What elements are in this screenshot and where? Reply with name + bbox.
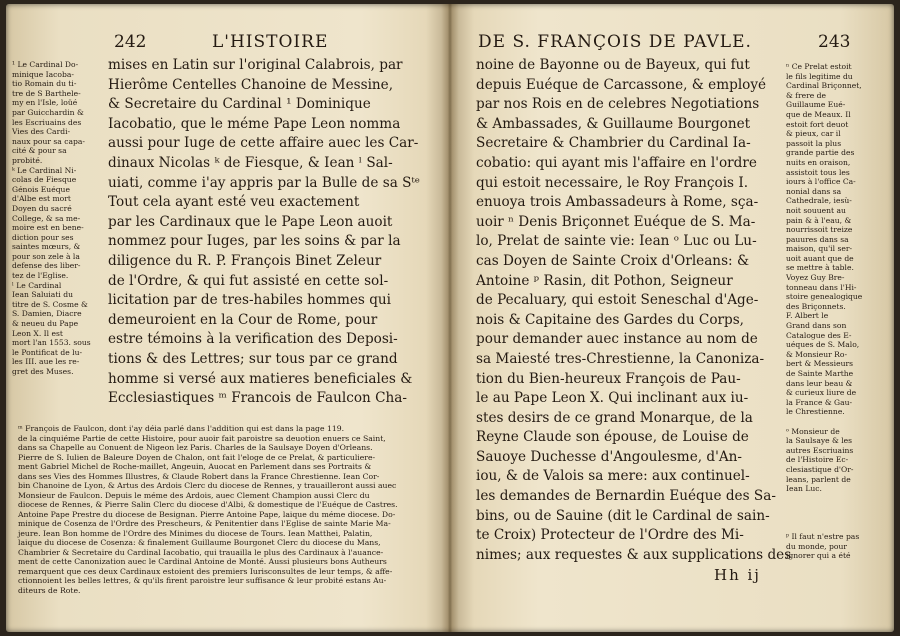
margin-note-line: iours à l'office Ca- [786,177,856,187]
margin-note-line: le fils legitime du [786,71,853,81]
margin-note-line: pauures dans sa [786,234,849,244]
margin-note-line: se mettre à table. [786,263,854,273]
margin-note-line: le Chrestienne. [786,407,845,417]
margin-note-line: des Briçonnets. [786,301,846,311]
footnote-line: Chambrier & Secretaire du Cardinal Iacobatio, qui trauailla le plus des Cardinaux à l'auance- [18,547,384,557]
margin-note-line: Leon X. Il est [12,328,63,338]
margin-note-line: du monde, pour [786,541,847,551]
left-page-number: 242 [114,32,147,52]
footnote-line: diocese de Rennes, & Pierre Salin Clerc du diocese d'Albi, & domestique de l'Euéque de Castres. [18,500,398,509]
margin-note-line: que de Meaux. Il [786,109,851,119]
margin-note-line: Doyen du sacré [12,203,72,213]
text-line: par nos Rois en de celebres Negotiations [476,96,760,113]
margin-note-line: Cardinal Briçonnet, [786,81,862,91]
margin-note-line: nuits en oraison, [786,157,851,167]
margin-note-line: minique Iacoba- [12,69,74,79]
margin-note-line: tez de l'Eglise. [12,271,69,281]
right-main-text [476,56,792,565]
margin-note-line: & frere de [786,90,827,100]
margin-note-line: les III. aue les re- [12,357,80,367]
footnote-line: dans ses Vies des Hommes Illustres, & Claude Robert dans la France Chrestienne. Iean Cor- [18,471,380,481]
footnote-line: ctionnoient les belles lettres, & qu'ils firent paroistre leur suffisance & leur probité estans Au- [18,576,387,585]
right-margin-notes [786,62,888,561]
text-line: enuoya trois Ambassadeurs à Rome, sça- [476,194,759,211]
margin-note-line: la France & Gau- [786,397,853,407]
margin-note-line [786,523,888,533]
margin-note-line: & pieux, car il [786,129,841,139]
margin-note-line: tre de S Barthele- [12,88,81,98]
margin-note-line: gret des Muses. [12,367,74,376]
margin-note-line: ˡ Le Cardinal [12,280,62,290]
left-page [6,4,450,632]
left-main-text [108,56,422,409]
margin-note-line: ᵒ Monsieur de [786,426,840,436]
right-page [450,4,894,632]
footnote-line: de la cinquiéme Partie de cette Histoire, pour auoir fait paroistre sa deuotion enuers ce Saint, [18,433,386,443]
footnote-line: bin Chanoine de Lyon, & Artus des Ardois Clerc du diocese de Rennes, y trauailleront aussi auec [18,481,397,490]
margin-note-line: bert & Messieurs [786,359,854,369]
margin-note-line: les Escriuains des [12,117,82,127]
margin-note-line: Iean Saluiati du [12,290,73,300]
text-line: noine de Bayonne ou de Bayeux, qui fut [476,57,750,73]
margin-note-line: & Monsieur Ro- [786,349,848,359]
margin-note-line: Iean Luc. [786,484,822,494]
text-line: de l'Ordre, & qui fut assisté en cette sol- [108,272,389,289]
margin-note-line: & curieux liure de [786,388,857,398]
margin-note-line: ᵖ Il faut n'estre pas [786,532,860,542]
margin-note-line: Voyez Guy Bre- [786,273,845,283]
footnote-line: minique de Cosenza de l'Ordre des Prescheurs, & Penitentier dans l'Eglise de sainte Marie Ma- [18,519,391,528]
margin-note-line: saintes mœurs, & [12,242,81,252]
text-line: nois & Capitaine des Gardes du Corps, [476,311,745,328]
text-line: estre témoins à la verification des Deposi- [108,331,398,348]
text-line: nommez pour Iuges, par les soins & par la [108,233,401,250]
text-line: stes desirs de ce grand Monarque, de la [476,409,753,426]
margin-note-line: le Pontificat de lu- [12,347,83,357]
footnote-line: remarquent que ces deux Cardinaux estoient des premiers Iurisconsultes de leur temps, & affe- [18,566,393,576]
margin-note-line: nonial dans sa [786,186,842,196]
text-line: nimes; aux requestes & aux supplications des [476,546,792,563]
text-line: diligence du R. P. François Binet Zeleur [108,252,382,269]
margin-note-line: defense des liber- [12,261,81,271]
margin-note-line: ᵏ Le Cardinal Ni- [12,165,77,175]
footnote-line: Monsieur de Faulcon. Depuis le méme des Ardois, auec Clement Champion aussi Clerc du [18,490,370,500]
text-line: Hierôme Centelles Chanoine de Messine, [108,76,394,93]
text-line: Reyne Claude son épouse, de Louise de [476,429,749,446]
margin-note-line: Cathedrale, iesù- [786,196,852,206]
right-running-head: DE S. FRANÇOIS DE PAVLE. [478,32,752,52]
text-line: lo, Prelat de sainte vie: Iean ᵒ Luc ou Lu- [476,233,757,250]
footnote-line: laique du diocese de Cosenza: & finalement Guillaume Bourgonet Clerc du diocese du Mans, [18,538,381,547]
margin-note-line: College, & sa me- [12,213,81,223]
margin-note-line: Guillaume Eué- [786,100,846,110]
text-line: depuis Euéque de Carcassone, & employé [476,76,767,93]
margin-note-line: nourrissoit treize [786,225,853,235]
text-line: iou, & de Valois sa mere: aux continuel- [476,468,750,485]
margin-note-line: ¹ Le Cardinal Do- [12,60,79,69]
text-line: & Secretaire du Cardinal ¹ Dominique [108,96,371,113]
footnote-line: Antoine Pape Prestre du diocese de Besignan. Pierre Antoine Pape, laique du méme diocese. Do- [18,509,396,519]
margin-note-line: uéques de S. Malo, [786,340,860,350]
footnote-line: dans sa Chapelle au Conuent de Nigeon lez Paris. Charles de la Saulsaye Doyen d'Orleans. [18,443,373,452]
text-line: sa Maiesté tres-Chrestienne, la Canoniza- [476,350,765,367]
margin-note-line: colas de Fiesque [12,175,77,185]
margin-note-line: mort l'an 1553. sous [12,338,91,348]
footnote-line: ment de cette Canonization auec le Cardinal Antoine de Monté. Aussi plusieurs bons Autheurs [18,557,387,566]
text-line: licitation par de tres-habiles hommes qui [108,292,392,309]
text-line: cobatio: qui ayant mis l'affaire en l'ordre [476,154,757,171]
margin-note-line: titre de S. Cosme & [12,299,88,309]
left-footnotes [18,424,422,595]
margin-note-line: Vies des Cardi- [12,127,71,137]
margin-note-line: passoit la plus [786,138,842,148]
text-line: bins, ou de Sauine (dit le Cardinal de sain- [476,507,770,524]
text-line: mises en Latin sur l'original Calabrois, par [108,57,403,73]
margin-note-line [786,494,888,504]
text-line: Iacobatio, que le méme Pape Leon nomma [108,115,401,132]
margin-note-line: noit souuent au [786,205,846,215]
margin-note-line [786,503,888,513]
text-line: Tout cela ayant esté veu exactement [108,194,360,211]
margin-note-line: diction pour ses [12,232,74,242]
margin-note-line: d'Albe est mort [12,194,71,204]
margin-note-line: F. Albert le [786,311,829,321]
footnote-line: ment Gabriel Michel de Roche-maillet, Angeuin, Auocat en Parlement dans ses Portraits & [18,462,372,471]
margin-note-line: clesiastique d'Or- [786,464,854,474]
left-margin-notes [12,60,100,377]
text-line: pour demander auec instance au nom de [476,331,758,348]
footnote-line: diteurs de Rote. [18,585,81,595]
footnote-line: Pierre de S. Iulien de Baleure Doyen de Chalon, ont fait l'eloge de ce Prelat, & particuliere- [18,452,376,462]
margin-note-line: estoit fort deuot [786,119,849,129]
margin-note-line [786,417,888,427]
text-line: tion du Bien-heureux François de Pau- [476,370,741,387]
margin-note-line: stoire genealogique [786,292,863,302]
margin-note-line [786,513,888,523]
text-line: tions & des Lettres; sur tous par ce grand [108,350,398,367]
margin-note-line: la Saulsaye & les [786,436,853,446]
margin-note-line: pain & à l'eau, & [786,215,852,225]
text-line: par les Cardinaux que le Pape Leon auoit [108,213,393,230]
text-line: Secretaire & Chambrier du Cardinal Ia- [476,135,751,152]
text-line: Sauoye Duchesse d'Angoulesme, d'An- [476,448,742,465]
footnote-line: ᵐ François de Faulcon, dont i'ay déia parlé dans l'addition qui est dans la page 119. [18,424,345,433]
margin-note-line: ignorer qui a été [786,551,851,561]
margin-note-line: par Guicchardin & [12,107,84,117]
margin-note-line: naux pour sa capa- [12,136,85,146]
right-page-number: 243 [818,32,851,52]
margin-note-line: pour son zele à la [12,251,80,261]
text-line: le au Pape Leon X. Qui inclinant aux iu- [476,390,749,407]
margin-note-line: maison, qu'il ser- [786,244,853,254]
margin-note-line: de Sainte Marthe [786,369,854,378]
margin-note-line: tio Romain du ti- [12,79,77,89]
text-line: & Ambassades, & Guillaume Bourgonet [476,115,751,132]
text-line: Ecclesiastiques ᵐ Francois de Faulcon Cha- [108,390,407,407]
margin-note-line: cité & pour sa [12,146,67,156]
text-line: aussi pour Iuge de cette affaire auec les Car- [108,135,419,152]
margin-note-line: my en l'Isle, loüé [12,98,78,108]
margin-note-line: autres Escriuains [786,445,854,455]
text-line: qui estoit necessaire, le Roy François I. [476,174,749,191]
footnote-line: jeure. Iean Bon homme de l'Ordre des Minimes du diocese de Tours. Iean Matthei, Palatin, [18,528,373,538]
margin-note-line: dans leur beau & [786,378,853,388]
text-line: te Croix) Protecteur de l'Ordre des Mi- [476,527,744,544]
margin-note-line: Génois Euéque [12,184,70,194]
margin-note-line: probité. [12,155,43,165]
margin-note-line: assistoit tous les [786,167,850,177]
text-line: cas Doyen de Sainte Croix d'Orleans: & [476,252,750,269]
margin-note-line: leans, parlent de [786,474,851,484]
left-running-head: L'HISTOIRE [212,32,329,52]
text-line: dinaux Nicolas ᵏ de Fiesque, & Iean ˡ Sal- [108,154,393,171]
text-line: demeuroient en la Cour de Rome, pour [108,311,378,328]
margin-note-line: de l'Histoire Ec- [786,455,849,465]
margin-note-line: & neueu du Pape [12,319,79,329]
text-line: les demandes de Bernardin Euéque des Sa- [476,488,776,505]
margin-note-line: S. Damien, Diacre [12,309,82,319]
text-line: homme si versé aux matieres beneficiales & [108,370,413,387]
margin-note-line: Grand dans son [786,321,847,331]
margin-note-line: Catalogue des E- [786,330,852,340]
text-line: uoir ⁿ Denis Briçonnet Euéque de S. Ma- [476,213,756,230]
margin-note-line: ⁿ Ce Prelat estoit [786,62,852,71]
margin-note-line: uoit auant que de [786,253,854,263]
text-line: de Pecaluary, qui estoit Seneschal d'Age- [476,292,759,309]
margin-note-line: tonneau dans l'Hi- [786,282,857,292]
margin-note-line: moire est en bene- [12,223,84,233]
open-book [6,4,894,632]
text-line: Antoine ᵖ Rasin, dit Pothon, Seigneur [476,272,733,289]
margin-note-line: grande partie des [786,148,855,158]
signature-mark: Hh ij [714,566,761,584]
text-line: uiati, comme i'ay appris par la Bulle de sa Sᵗᵉ [108,174,421,191]
